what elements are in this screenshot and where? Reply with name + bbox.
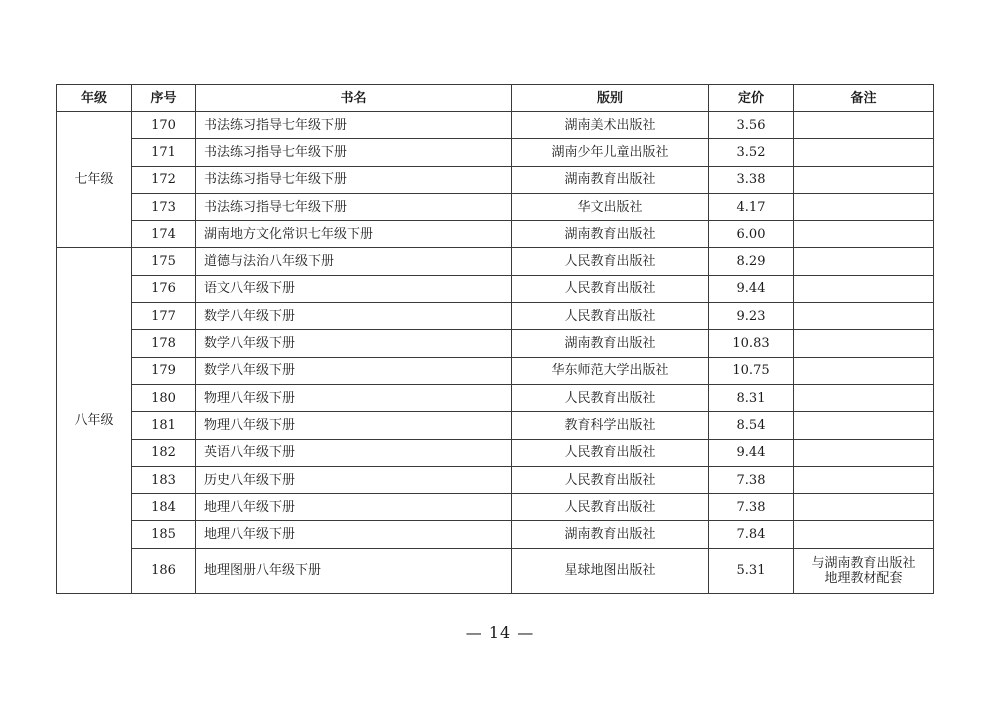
note-cell: [794, 521, 934, 548]
grade-cell: 七年级: [57, 112, 132, 248]
publisher-cell: 人民教育出版社: [512, 466, 709, 493]
title-cell: 数学八年级下册: [196, 357, 512, 384]
number-cell: 170: [132, 112, 196, 139]
table-row: [57, 139, 934, 166]
header-publisher: 版别: [512, 85, 709, 112]
table-body: [57, 112, 934, 594]
price-cell: 3.56: [709, 112, 794, 139]
number-cell: 178: [132, 330, 196, 357]
table-header-row: [57, 85, 934, 112]
price-cell: 3.38: [709, 166, 794, 193]
publisher-cell: 人民教育出版社: [512, 384, 709, 411]
publisher-cell: 华东师范大学出版社: [512, 357, 709, 384]
number-cell: 181: [132, 412, 196, 439]
table-row: [57, 166, 934, 193]
publisher-cell: 华文出版社: [512, 193, 709, 220]
textbook-price-table: [56, 84, 934, 594]
publisher-cell: 湖南少年儿童出版社: [512, 139, 709, 166]
title-cell: 书法练习指导七年级下册: [196, 166, 512, 193]
number-cell: 186: [132, 548, 196, 593]
note-cell: [794, 494, 934, 521]
number-cell: 182: [132, 439, 196, 466]
publisher-cell: 湖南美术出版社: [512, 112, 709, 139]
price-cell: 9.23: [709, 303, 794, 330]
number-cell: 177: [132, 303, 196, 330]
note-cell: [794, 303, 934, 330]
price-cell: 9.44: [709, 275, 794, 302]
publisher-cell: 人民教育出版社: [512, 275, 709, 302]
table-row: [57, 466, 934, 493]
number-cell: 173: [132, 193, 196, 220]
price-cell: 9.44: [709, 439, 794, 466]
title-cell: 书法练习指导七年级下册: [196, 193, 512, 220]
table-row: [57, 303, 934, 330]
title-cell: 数学八年级下册: [196, 330, 512, 357]
note-cell: [794, 384, 934, 411]
price-cell: 8.54: [709, 412, 794, 439]
price-cell: 7.84: [709, 521, 794, 548]
title-cell: 英语八年级下册: [196, 439, 512, 466]
price-cell: 7.38: [709, 466, 794, 493]
header-price: 定价: [709, 85, 794, 112]
publisher-cell: 人民教育出版社: [512, 248, 709, 275]
title-cell: 地理八年级下册: [196, 521, 512, 548]
title-cell: 道德与法治八年级下册: [196, 248, 512, 275]
number-cell: 175: [132, 248, 196, 275]
publisher-cell: 人民教育出版社: [512, 303, 709, 330]
publisher-cell: 湖南教育出版社: [512, 166, 709, 193]
header-number: 序号: [132, 85, 196, 112]
title-cell: 地理八年级下册: [196, 494, 512, 521]
title-cell: 书法练习指导七年级下册: [196, 139, 512, 166]
note-cell: 与湖南教育出版社 地理教材配套: [794, 548, 934, 593]
price-cell: 3.52: [709, 139, 794, 166]
table-row: [57, 384, 934, 411]
number-cell: 183: [132, 466, 196, 493]
title-cell: 物理八年级下册: [196, 384, 512, 411]
note-cell: [794, 330, 934, 357]
price-cell: 10.83: [709, 330, 794, 357]
note-cell: [794, 357, 934, 384]
price-cell: 8.29: [709, 248, 794, 275]
table-row: [57, 439, 934, 466]
note-cell: [794, 439, 934, 466]
note-cell: [794, 466, 934, 493]
table-row: [57, 275, 934, 302]
header-title: 书名: [196, 85, 512, 112]
table-row: [57, 221, 934, 248]
number-cell: 176: [132, 275, 196, 302]
title-cell: 地理图册八年级下册: [196, 548, 512, 593]
number-cell: 179: [132, 357, 196, 384]
publisher-cell: 人民教育出版社: [512, 494, 709, 521]
price-cell: 8.31: [709, 384, 794, 411]
publisher-cell: 人民教育出版社: [512, 439, 709, 466]
header-grade: 年级: [57, 85, 132, 112]
table-row: [57, 548, 934, 593]
table-row: [57, 412, 934, 439]
number-cell: 174: [132, 221, 196, 248]
table-row: [57, 494, 934, 521]
note-cell: [794, 193, 934, 220]
publisher-cell: 星球地图出版社: [512, 548, 709, 593]
grade-cell: 八年级: [57, 248, 132, 593]
note-cell: [794, 412, 934, 439]
header-note: 备注: [794, 85, 934, 112]
table-row: [57, 193, 934, 220]
title-cell: 语文八年级下册: [196, 275, 512, 302]
title-cell: 湖南地方文化常识七年级下册: [196, 221, 512, 248]
note-cell: [794, 221, 934, 248]
title-cell: 数学八年级下册: [196, 303, 512, 330]
price-cell: 7.38: [709, 494, 794, 521]
note-cell: [794, 112, 934, 139]
price-cell: 6.00: [709, 221, 794, 248]
note-cell: [794, 166, 934, 193]
number-cell: 185: [132, 521, 196, 548]
title-cell: 书法练习指导七年级下册: [196, 112, 512, 139]
title-cell: 历史八年级下册: [196, 466, 512, 493]
table-row: [57, 521, 934, 548]
publisher-cell: 湖南教育出版社: [512, 521, 709, 548]
publisher-cell: 湖南教育出版社: [512, 221, 709, 248]
note-cell: [794, 248, 934, 275]
price-cell: 10.75: [709, 357, 794, 384]
number-cell: 180: [132, 384, 196, 411]
publisher-cell: 湖南教育出版社: [512, 330, 709, 357]
table-row: [57, 112, 934, 139]
number-cell: 184: [132, 494, 196, 521]
table-row: [57, 357, 934, 384]
note-cell: [794, 275, 934, 302]
number-cell: 171: [132, 139, 196, 166]
title-cell: 物理八年级下册: [196, 412, 512, 439]
publisher-cell: 教育科学出版社: [512, 412, 709, 439]
page-number: — 14 —: [465, 623, 535, 642]
table-row: [57, 330, 934, 357]
table-row: [57, 248, 934, 275]
number-cell: 172: [132, 166, 196, 193]
price-cell: 4.17: [709, 193, 794, 220]
note-cell: [794, 139, 934, 166]
price-cell: 5.31: [709, 548, 794, 593]
